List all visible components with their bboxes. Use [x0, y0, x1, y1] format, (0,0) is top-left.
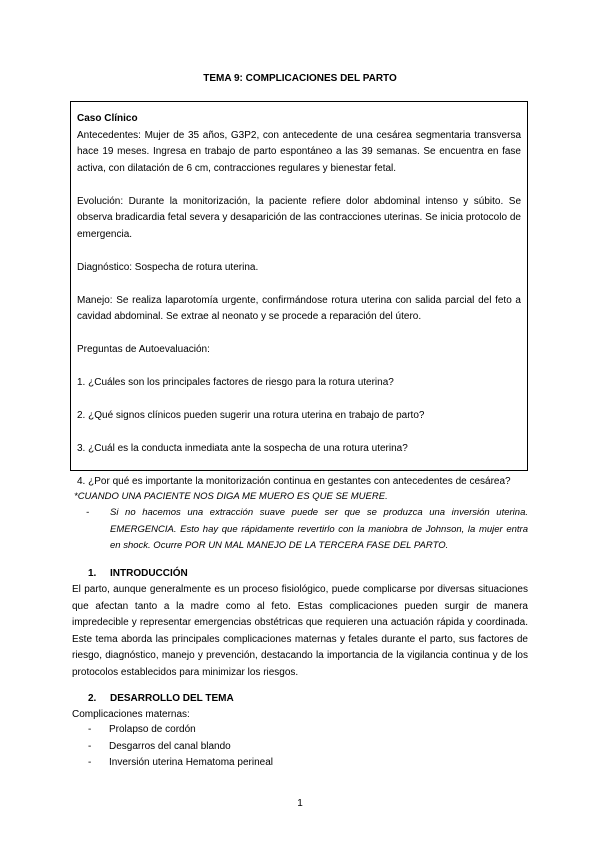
case-evolucion: Evolución: Durante la monitorización, la paciente refiere dolor abdominal intenso y súbito. Se observa bradicardia fetal severa y desaparición de las contracciones uterinas. Se inicia protocolo de emergencia.	[77, 195, 521, 240]
case-diagnostico: Diagnóstico: Sospecha de rotura uterina.	[77, 261, 259, 273]
note-list-item	[86, 505, 528, 555]
document-title: TEMA 9: COMPLICACIONES DEL PARTO	[203, 73, 397, 84]
section-heading-desarrollo	[88, 691, 234, 708]
case-antecedentes: Antecedentes: Mujer de 35 años, G3P2, con antecedente de una cesárea segmentaria transversa hace 19 meses. Ingresa en trabajo de parto espontáneo a las 39 semanas. Se encuentra en fase activa, con dilatación de 6 cm, contracciones regulares y bienestar fetal.	[77, 129, 521, 174]
case-question: 1. ¿Cuáles son los principales factores de riesgo para la rotura uterina?	[77, 377, 394, 388]
case-manejo: Manejo: Se realiza laparotomía urgente, confirmándose rotura uterina con salida parcial del feto a cavidad abdominal. Se extrae al neonato y se procede a reparación del útero.	[77, 294, 521, 322]
complicaciones-maternas-list	[88, 722, 508, 772]
case-heading: Caso Clínico	[77, 113, 138, 124]
dash-bullet: -	[86, 507, 90, 518]
section-title: INTRODUCCIÓN	[110, 568, 188, 579]
intro-paragraph: El parto, aunque generalmente es un proceso fisiológico, puede complicarse por diversas situaciones que afectan tanto a la madre como al feto. Estas complicaciones pueden surgir de manera impredecible y representar emergencias obstétricas que requieren una actuación rápida y coordinada. Este tema aborda las principales complicaciones maternas y fetales durante el parto, sus factores de riesgo, diagnóstico, manejo y prevención, destacando la importancia de la vigilancia continua y de los protocolos establecidos para minimizar los riesgos.	[72, 584, 528, 678]
dash-bullet: -	[88, 740, 92, 752]
section-heading-introduccion	[88, 566, 188, 583]
dash-bullet: -	[88, 757, 92, 768]
section-number: 1.	[88, 568, 97, 579]
case-preguntas-label: Preguntas de Autoevaluación:	[77, 344, 210, 355]
dash-bullet: -	[88, 724, 92, 735]
note-list	[86, 505, 528, 555]
list-item	[88, 755, 508, 772]
note-item-text: Si no hacemos una extracción suave puede ser que se produzca una inversión uterina. EMERGENCIA. Esto hay que rápidamente revertirlo con la maniobra de Johnson, la mujer entra en shock. Ocurre POR UN MAL MANEJO DE LA TERCERA FASE DEL PARTO.	[110, 507, 528, 551]
complicaciones-maternas-label: Complicaciones maternas:	[72, 709, 190, 720]
clinical-case-box	[70, 101, 528, 487]
list-item	[88, 722, 508, 739]
page-number: 1	[297, 798, 303, 809]
list-item-text: Prolapso de cordón	[109, 724, 196, 735]
note-main: *CUANDO UNA PACIENTE NOS DIGA ME MUERO ES QUE SE MUERE.	[74, 491, 388, 502]
case-question: 4. ¿Por qué es importante la monitorización continua en gestantes con antecedentes de cesárea?	[77, 476, 511, 487]
list-item	[88, 739, 508, 756]
list-item-text: Desgarros del canal blando	[109, 740, 231, 752]
case-question: 2. ¿Qué signos clínicos pueden sugerir una rotura uterina en trabajo de parto?	[77, 410, 425, 421]
case-question: 3. ¿Cuál es la conducta inmediata ante la sospecha de una rotura uterina?	[77, 443, 408, 454]
list-item-text: Inversión uterina Hematoma perineal	[109, 757, 273, 768]
section-number: 2.	[88, 693, 97, 704]
section-title: DESARROLLO DEL TEMA	[110, 693, 234, 704]
